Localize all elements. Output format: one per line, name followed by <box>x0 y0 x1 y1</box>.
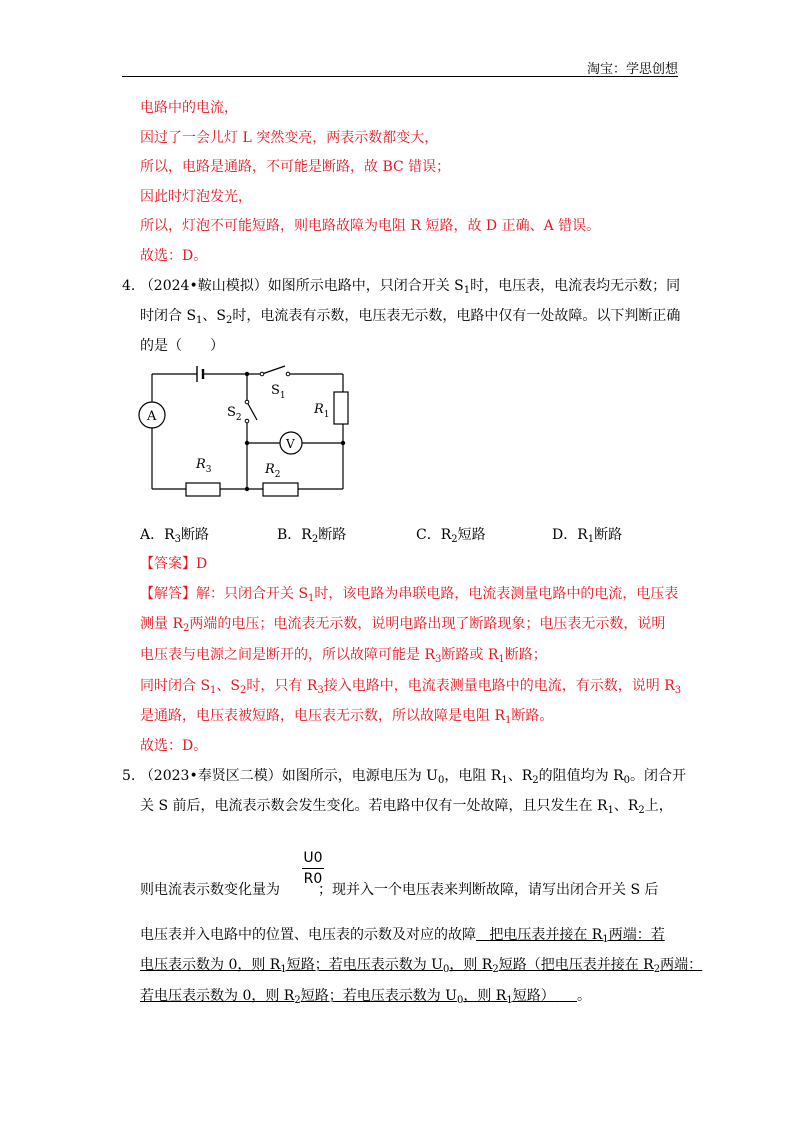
q4-text: 时，电压表，电流表均无示数；同 <box>470 278 681 294</box>
sub: 1 <box>463 285 471 296</box>
r2-letter: R <box>265 462 275 477</box>
question-number: 5. <box>122 768 136 784</box>
sub: 1 <box>505 715 512 726</box>
option-b-tail: 断路 <box>318 527 347 543</box>
answer-text: 两端：若 <box>608 927 665 943</box>
option-b[interactable] <box>277 524 346 544</box>
option-d-text: D．R <box>552 527 588 543</box>
q4-text: （2024•鞍山模拟）如图所示电路中，只闭合开关 S <box>139 278 464 294</box>
q5-text: 上， <box>644 798 673 814</box>
answer-text: 若电压表示数为 0，则 R <box>140 988 295 1004</box>
q5-text: 的阻值均为 R <box>538 768 624 784</box>
answer-text: 把电压表并接在 R <box>489 927 603 943</box>
question-5-line-5 <box>140 955 702 975</box>
fraction-denominator-sub: 0 <box>313 871 323 887</box>
s2-label <box>227 405 242 423</box>
answer-text: 短路；若电压表示数为 U <box>286 957 443 973</box>
header-brand: 淘宝：学思创想 <box>586 62 678 77</box>
prev-solution-line-1: 电路中的电流， <box>140 100 238 116</box>
question-number: 4. <box>122 278 136 294</box>
option-c-tail: 短路 <box>457 527 486 543</box>
question-5-line-3 <box>140 880 659 900</box>
r3-sub: 3 <box>205 465 212 475</box>
q5-text: 电压表并入电路中的位置、电压表的示数及对应的故障 <box>140 927 476 943</box>
answer-text: 短路；若电压表示数为 U <box>300 988 457 1004</box>
question-4-line-3: 的是（ ） <box>140 338 224 354</box>
sub: 2 <box>492 964 499 975</box>
sub: 2 <box>226 315 233 326</box>
sub: 1 <box>196 315 203 326</box>
r1-letter: R <box>314 402 324 417</box>
q5-text: （2023•奉贤区二模）如图所示，电源电压为 U <box>139 768 438 784</box>
sub: 3 <box>317 685 324 696</box>
question-4-line-2 <box>140 306 680 326</box>
prev-solution-line-2: 因过了一会儿灯 L 突然变亮，两表示数都变大， <box>140 130 439 146</box>
fraction-denominator: R <box>303 871 314 887</box>
period: 。 <box>577 988 591 1004</box>
answer-text: 两端： <box>660 957 703 973</box>
answer-blank-end <box>140 988 577 1004</box>
s1-sub: 1 <box>279 391 286 401</box>
question-5-line-2 <box>140 796 673 816</box>
q5-text: 关 S 前后，电流表示数会发生变化。若电路中仅有一处故障，且只发生在 R <box>140 798 608 814</box>
q5-text: 、R <box>613 798 639 814</box>
analysis-text: 、S <box>216 678 241 694</box>
option-c-text: C．R <box>416 527 452 543</box>
q4-text: 时，电流表有示数，电压表无示数，电路中仅有一处故障。以下判断正确 <box>232 308 681 324</box>
answer-text: 短路（把电压表并接在 R <box>498 957 654 973</box>
sub: 2 <box>240 685 247 696</box>
sub: 1 <box>501 775 508 786</box>
sub: 1 <box>498 654 505 665</box>
r2-sub: 2 <box>274 470 281 480</box>
sub: 1 <box>587 534 595 545</box>
answer-text: 电压表示数为 0，则 R <box>140 957 281 973</box>
q4-analysis-line-2 <box>140 614 665 634</box>
q4-analysis-line-4 <box>140 676 681 696</box>
q4-text: 时闭合 S <box>140 308 197 324</box>
option-a-text: A．R <box>140 527 175 543</box>
question-5-line-6 <box>140 986 591 1006</box>
sub: 3 <box>174 534 182 545</box>
option-d[interactable] <box>552 524 622 544</box>
analysis-text: 断路； <box>504 647 547 663</box>
analysis-text: 断路或 R <box>441 647 499 663</box>
voltmeter-label: V <box>286 437 295 451</box>
sub: 1 <box>280 964 287 975</box>
answer-blank <box>476 927 665 943</box>
s1-label <box>271 383 286 401</box>
r3-letter: R <box>196 457 206 472</box>
analysis-text: 解：只闭合开关 S <box>196 586 309 602</box>
analysis-text: 时，只有 R <box>246 678 318 694</box>
analysis-label: 【解答】 <box>140 586 196 602</box>
sub: 3 <box>435 654 442 665</box>
sub: 1 <box>506 995 513 1006</box>
prev-solution-line-4: 因此时灯泡发光， <box>140 189 252 205</box>
s2-letter: S <box>227 405 236 420</box>
q5-text: 。闭合开 <box>630 768 686 784</box>
analysis-text: 两端的电压；电流表无示数，说明电路出现了断路现象；电压表无示数，说明 <box>189 616 666 632</box>
answer-text: 短路） <box>512 988 555 1004</box>
r1-label <box>313 402 330 420</box>
sub: 2 <box>183 623 190 634</box>
s2-sub: 2 <box>235 413 242 423</box>
option-b-text: B．R <box>277 527 312 543</box>
sub: 2 <box>638 805 645 816</box>
sub: 2 <box>451 534 458 545</box>
sub: 0 <box>456 995 464 1006</box>
r1-sub: 1 <box>323 410 330 420</box>
sub: 0 <box>623 775 630 786</box>
option-c[interactable] <box>416 524 486 544</box>
sub: 2 <box>653 964 661 975</box>
page-header <box>122 56 678 77</box>
q4-text: 、S <box>202 308 227 324</box>
option-a-tail: 断路 <box>181 527 210 543</box>
prev-solution-line-5: 所以，灯泡不可能短路，则电路故障为电阻 R 短路，故 D 正确、A 错误。 <box>140 218 601 234</box>
sub: 2 <box>532 775 539 786</box>
analysis-text: 断路。 <box>511 708 554 724</box>
sub: 0 <box>437 775 445 786</box>
answer-text: ，则 R <box>449 957 493 973</box>
question-5-line-1 <box>122 766 686 786</box>
prev-solution-line-6: 故选：D。 <box>140 248 208 264</box>
r2-label <box>264 462 281 480</box>
analysis-text: 同时闭合 S <box>140 678 211 694</box>
prev-solution-line-3: 所以，电路是通路，不可能是断路，故 BC 错误； <box>140 159 451 175</box>
option-d-tail: 断路 <box>594 527 623 543</box>
r3-label <box>195 457 212 475</box>
fraction-numerator: U <box>303 850 314 866</box>
question-4-line-1 <box>122 276 680 296</box>
analysis-text: 是通路，电压表被短路，电压表无示数，所以故障是电阻 R <box>140 708 505 724</box>
q4-analysis-line-5 <box>140 706 553 726</box>
circuit-diagram <box>138 362 358 502</box>
sub: 1 <box>602 934 609 945</box>
question-5-line-4 <box>140 925 665 945</box>
q5-text: 、R <box>507 768 533 784</box>
answer-text: ，则 R <box>463 988 507 1004</box>
ammeter-label: A <box>147 409 157 424</box>
sub: 3 <box>674 685 682 696</box>
analysis-text: 时，该电路为串联电路，电流表测量电路中的电流，电压表 <box>314 586 679 602</box>
sub: 1 <box>607 805 614 816</box>
sub: 0 <box>442 964 450 975</box>
sub: 1 <box>210 685 217 696</box>
sub: 1 <box>308 593 315 604</box>
analysis-text: 接入电路中，电流表测量电路中的电流，有示数，说明 R <box>323 678 675 694</box>
q4-analysis-line-1 <box>140 584 678 604</box>
q5-text: ，电阻 R <box>444 768 502 784</box>
option-a[interactable] <box>140 524 209 544</box>
s1-letter: S <box>271 383 280 398</box>
q4-conclusion: 故选：D。 <box>140 738 208 754</box>
q4-analysis-line-3 <box>140 645 547 665</box>
sub: 2 <box>294 995 301 1006</box>
q5-text: 则电流表示数变化量为 <box>140 882 280 898</box>
sub: 2 <box>311 534 319 545</box>
fraction-numerator-sub: 0 <box>313 850 323 866</box>
analysis-text: 电压表与电源之间是断开的，所以故障可能是 R <box>140 647 435 663</box>
analysis-text: 测量 R <box>140 616 183 632</box>
q4-answer: 【答案】D <box>140 556 208 572</box>
q5-text: ；现并入一个电压表来判断故障，请写出闭合开关 S 后 <box>318 882 659 898</box>
